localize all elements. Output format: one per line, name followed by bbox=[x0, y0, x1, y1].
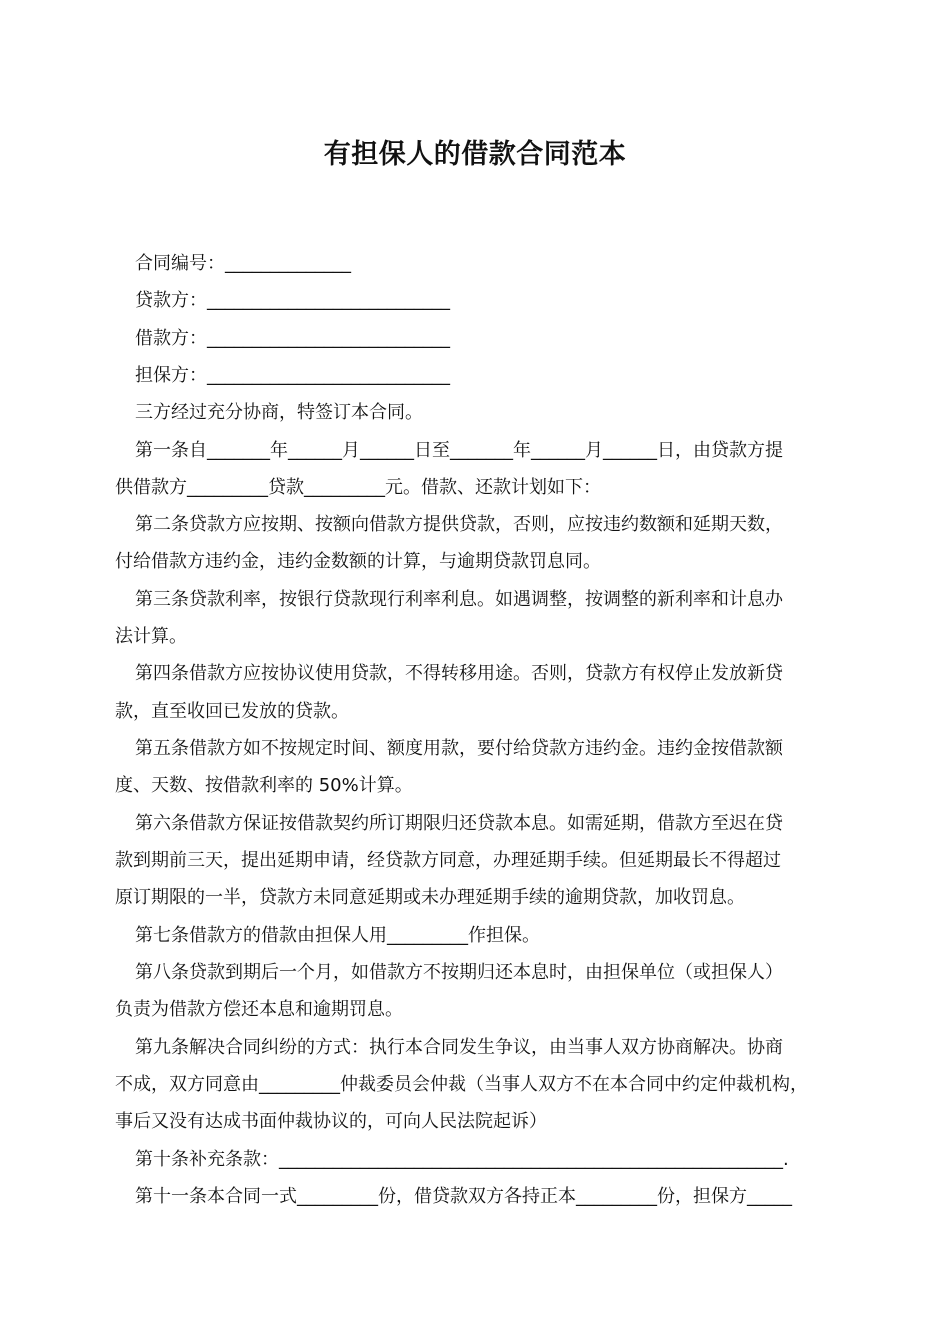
article-6-line-2: 款到期前三天，提出延期申请，经贷款方同意，办理延期手续。但延期最长不得超过 bbox=[115, 850, 781, 871]
article-1-line-1: 第一条自_______年______月______日至_______年______月______日，由贷款方提 bbox=[135, 440, 783, 461]
article-3-line-1: 第三条贷款利率，按银行贷款现行利率利息。如遇调整，按调整的新利率和计息办 bbox=[135, 589, 783, 610]
article-9-line-3: 事后又没有达成书面仲裁协议的，可向人民法院起诉） bbox=[115, 1111, 547, 1132]
document-title: 有担保人的借款合同范本 bbox=[323, 139, 627, 170]
article-5-line-2: 度、天数、按借款利率的 50%计算。 bbox=[115, 775, 413, 796]
article-4-line-1: 第四条借款方应按协议使用贷款，不得转移用途。否则，贷款方有权停止发放新贷 bbox=[135, 663, 783, 684]
article-9-line-1: 第九条解决合同纠纷的方式：执行本合同发生争议，由当事人双方协商解决。协商 bbox=[135, 1037, 783, 1058]
preamble-line: 三方经过充分协商，特签订本合同。 bbox=[135, 402, 423, 423]
article-8-line-1: 第八条贷款到期后一个月，如借款方不按期归还本息时，由担保单位（或担保人） bbox=[135, 962, 783, 983]
article-7-line: 第七条借款方的借款由担保人用_________作担保。 bbox=[135, 925, 540, 946]
article-3-line-2: 法计算。 bbox=[115, 626, 187, 647]
article-10-line: 第十条补充条款：________________________________________________________. bbox=[135, 1149, 789, 1170]
article-4-line-2: 款，直至收回已发放的贷款。 bbox=[115, 701, 349, 722]
article-11-line: 第十一条本合同一式_________份，借贷款双方各持正本_________份，担保方_____ bbox=[135, 1186, 792, 1207]
article-6-line-3: 原订期限的一半，贷款方未同意延期或未办理延期手续的逾期贷款，加收罚息。 bbox=[115, 887, 745, 908]
article-8-line-2: 负责为借款方偿还本息和逾期罚息。 bbox=[115, 999, 403, 1020]
borrower-line: 借款方：___________________________ bbox=[135, 328, 450, 349]
article-1-line-2: 供借款方_________贷款_________元。借款、还款计划如下： bbox=[115, 477, 601, 498]
article-6-line-1: 第六条借款方保证按借款契约所订期限归还贷款本息。如需延期，借款方至迟在贷 bbox=[135, 813, 783, 834]
contract-number-line: 合同编号：______________ bbox=[135, 253, 351, 274]
article-5-line-1: 第五条借款方如不按规定时间、额度用款，要付给贷款方违约金。违约金按借款额 bbox=[135, 738, 783, 759]
article-2-line-1: 第二条贷款方应按期、按额向借款方提供贷款，否则，应按违约数额和延期天数， bbox=[135, 514, 783, 535]
guarantor-line: 担保方：___________________________ bbox=[135, 365, 450, 386]
article-9-line-2: 不成，双方同意由_________仲裁委员会仲裁（当事人双方不在本合同中约定仲裁机构， bbox=[115, 1074, 808, 1095]
article-2-line-2: 付给借款方违约金，违约金数额的计算，与逾期贷款罚息同。 bbox=[115, 551, 601, 572]
lender-line: 贷款方：___________________________ bbox=[135, 290, 450, 311]
